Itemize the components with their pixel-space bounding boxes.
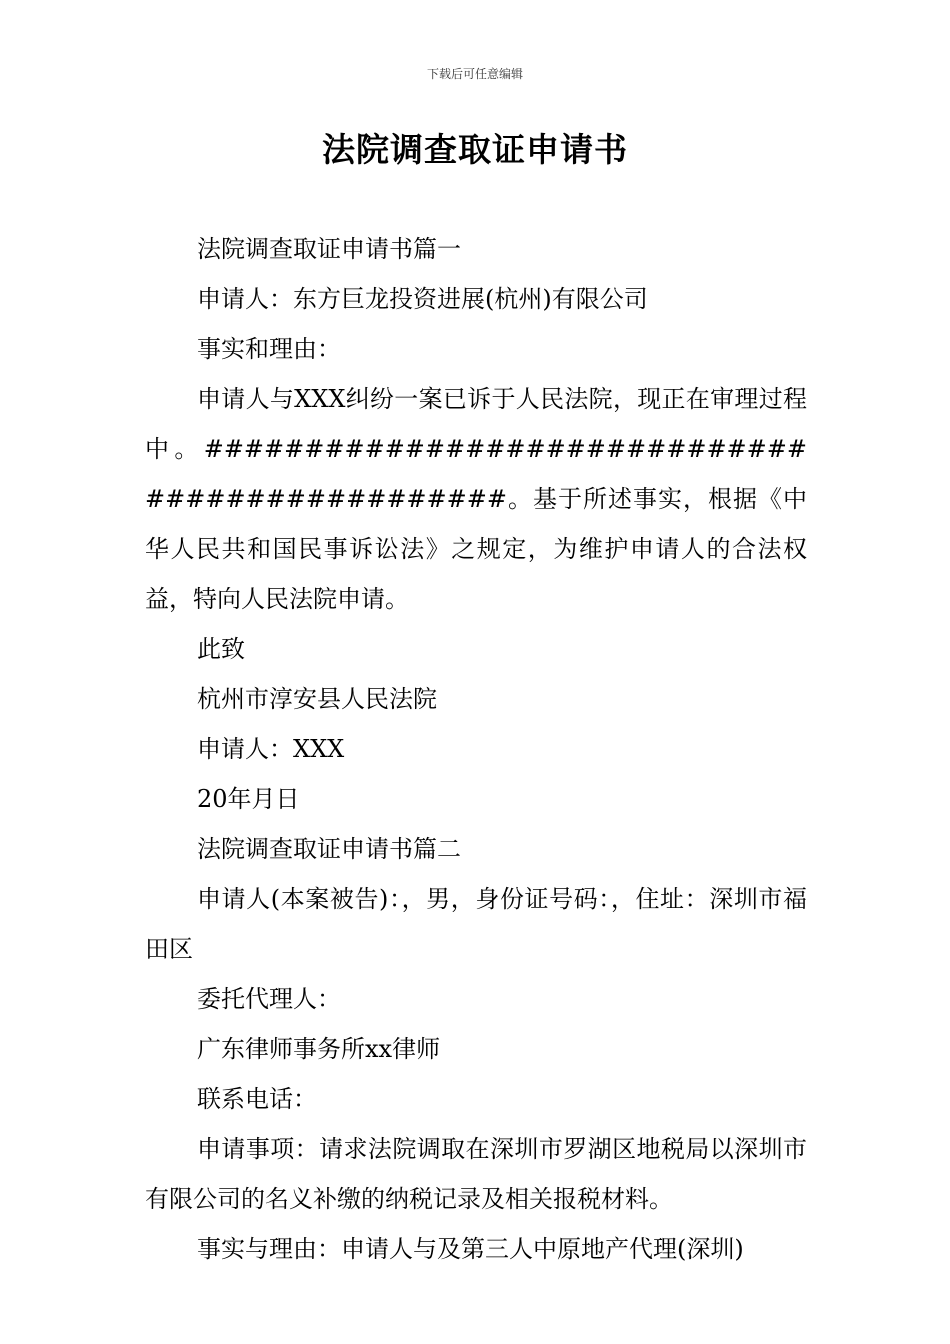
- document-body: [145, 224, 807, 1274]
- facts-reasons-paragraph: 事实与理由：申请人与及第三人中原地产代理(深圳): [197, 1235, 744, 1263]
- section-heading-2: 法院调查取证申请书篇二: [197, 835, 461, 863]
- document-title: 法院调查取证申请书: [322, 130, 628, 169]
- applicant-line: 申请人：东方巨龙投资进展(杭州)有限公司: [197, 285, 648, 313]
- facts-reasons-label: 事实和理由：: [197, 335, 341, 363]
- court-name: 杭州市淳安县人民法院: [197, 685, 437, 713]
- section-heading-1: 法院调查取证申请书篇一: [197, 235, 461, 263]
- agent-label: 委托代理人：: [197, 985, 341, 1013]
- applicant-signature: 申请人：XXX: [197, 735, 345, 763]
- phone-label: 联系电话：: [197, 1085, 317, 1113]
- applicant-defendant-line: 申请人(本案被告)：，男，身份证号码：，住址：深圳市福田区: [145, 885, 807, 963]
- salutation: 此致: [197, 635, 245, 663]
- header-note: 下载后可任意编辑: [426, 67, 523, 81]
- date-line: 20年月日: [197, 785, 300, 813]
- law-firm-line: 广东律师事务所xx律师: [197, 1035, 441, 1063]
- facts-paragraph: 申请人与XXX纠纷一案已诉于人民法院，现正在审理过程中。################################################。基于所述事实，根据《中华人民共和国民事诉讼法》之规定，为维护申请人的合法权益，特向人民法院申请。: [145, 385, 807, 613]
- request-items-paragraph: 申请事项：请求法院调取在深圳市罗湖区地税局以深圳市有限公司的名义补缴的纳税记录及相关报税材料。: [145, 1135, 807, 1213]
